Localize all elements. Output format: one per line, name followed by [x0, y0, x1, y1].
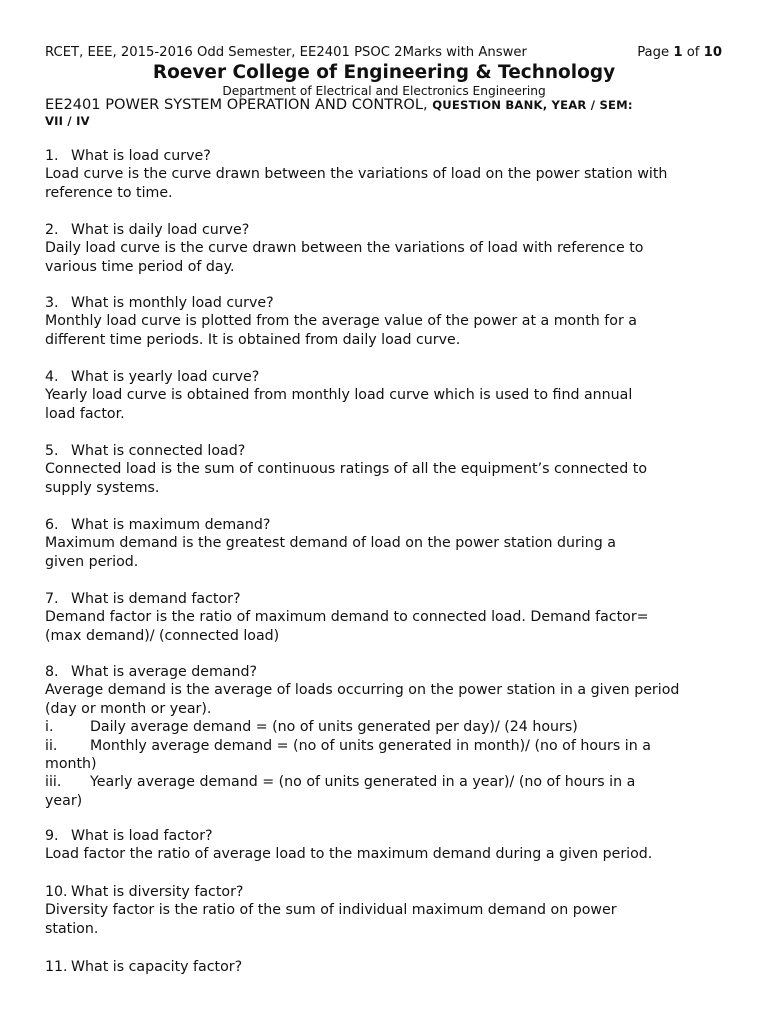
question-text: What is average demand?	[71, 664, 257, 680]
question-block	[45, 663, 729, 810]
answer-line: Connected load is the sum of continuous ratings of all the equipment’s connected to	[45, 461, 648, 478]
question-text: What is connected load?	[71, 443, 246, 459]
answer-line: Diversity factor is the ratio of the sum of individual maximum demand on power	[45, 902, 617, 919]
question-number: 3.	[45, 295, 59, 311]
department-name: Department of Electrical and Electronics Engineering	[222, 84, 546, 98]
answer-line: reference to time.	[45, 184, 173, 201]
question-number: 4.	[45, 369, 59, 385]
question	[45, 294, 729, 312]
page-current: 1	[673, 45, 683, 60]
question-text: What is yearly load curve?	[71, 369, 260, 385]
answer-line: Average demand is the average of loads occurring on the power station in a given period	[45, 682, 680, 699]
question-block	[45, 294, 729, 349]
list-item-text: Yearly average demand = (no of units generated in a year)/ (no of hours in a	[90, 774, 636, 791]
course-sub2: VII / IV	[45, 114, 90, 128]
answer-line: Load factor the ratio of average load to the maximum demand during a given period.	[45, 846, 653, 863]
answer-line: Demand factor is the ratio of maximum demand to connected load. Demand factor=	[45, 609, 649, 626]
answer-line: Yearly load curve is obtained from monthly load curve which is used to find annual	[45, 387, 633, 404]
question	[45, 590, 729, 608]
course-sub: QUESTION BANK, YEAR / SEM:	[432, 98, 633, 112]
list-item-marker: ii.	[45, 737, 58, 754]
answer-line: station.	[45, 920, 99, 937]
question	[45, 827, 729, 845]
question-text: What is monthly load curve?	[71, 295, 274, 311]
question-number: 8.	[45, 664, 59, 680]
question-text: What is capacity factor?	[71, 959, 243, 975]
answer-line: (max demand)/ (connected load)	[45, 627, 280, 644]
list-item	[45, 773, 729, 791]
answer-line: various time period of day.	[45, 258, 235, 275]
answer-line: (day or month or year).	[45, 700, 212, 717]
answer-line: load factor.	[45, 405, 125, 422]
question-block	[45, 883, 729, 938]
question-number: 6.	[45, 517, 59, 533]
question-block	[45, 368, 729, 423]
question-number: 10.	[45, 884, 68, 900]
question-block	[45, 590, 729, 645]
question	[45, 442, 729, 460]
answer-line: Load curve is the curve drawn between the variations of load on the power station with	[45, 166, 668, 183]
question	[45, 221, 729, 239]
question	[45, 883, 729, 901]
question-number: 1.	[45, 148, 59, 164]
question-block	[45, 147, 729, 202]
question	[45, 516, 729, 534]
question-block	[45, 221, 729, 276]
page-word: Page	[637, 45, 670, 60]
question-block	[45, 516, 729, 571]
question	[45, 368, 729, 386]
course-main: EE2401 POWER SYSTEM OPERATION AND CONTROL,	[45, 96, 428, 113]
list-item-marker: i.	[45, 719, 54, 736]
page-counter	[637, 45, 722, 60]
course-title	[45, 97, 725, 129]
question-block	[45, 958, 729, 976]
question-block	[45, 442, 729, 497]
page-of: of	[686, 45, 700, 60]
question	[45, 147, 729, 165]
question	[45, 663, 729, 681]
question-text: What is maximum demand?	[71, 517, 271, 533]
header-course-info: RCET, EEE, 2015-2016 Odd Semester, EE2401 PSOC 2Marks with Answer	[45, 45, 527, 60]
list-item-text: Daily average demand = (no of units generated per day)/ (24 hours)	[90, 719, 578, 736]
question-text: What is load factor?	[71, 828, 213, 844]
answer-line: supply systems.	[45, 479, 160, 496]
list-item	[45, 737, 729, 755]
question-number: 7.	[45, 591, 59, 607]
answer-line: Maximum demand is the greatest demand of load on the power station during a	[45, 535, 616, 552]
answer-line: Monthly load curve is plotted from the average value of the power at a month for a	[45, 313, 637, 330]
question-text: What is daily load curve?	[71, 222, 250, 238]
question-text: What is load curve?	[71, 148, 211, 164]
question-number: 2.	[45, 222, 59, 238]
question-number: 11.	[45, 959, 68, 975]
answer-line: Daily load curve is the curve drawn between the variations of load with reference to	[45, 240, 644, 257]
running-header	[45, 45, 722, 63]
question-block	[45, 827, 729, 864]
page-total: 10	[703, 45, 722, 60]
list-item-text: Monthly average demand = (no of units generated in month)/ (no of hours in a	[90, 737, 651, 754]
college-title: Roever College of Engineering & Technology	[152, 62, 616, 83]
list-item	[45, 718, 729, 736]
question	[45, 958, 729, 976]
question-number: 9.	[45, 828, 59, 844]
list-item-continuation: month)	[45, 756, 97, 773]
list-item-marker: iii.	[45, 774, 62, 791]
answer-line: different time periods. It is obtained from daily load curve.	[45, 331, 461, 348]
question-number: 5.	[45, 443, 59, 459]
question-text: What is demand factor?	[71, 591, 241, 607]
question-text: What is diversity factor?	[71, 884, 244, 900]
list-item-continuation: year)	[45, 792, 83, 809]
answer-line: given period.	[45, 553, 139, 570]
